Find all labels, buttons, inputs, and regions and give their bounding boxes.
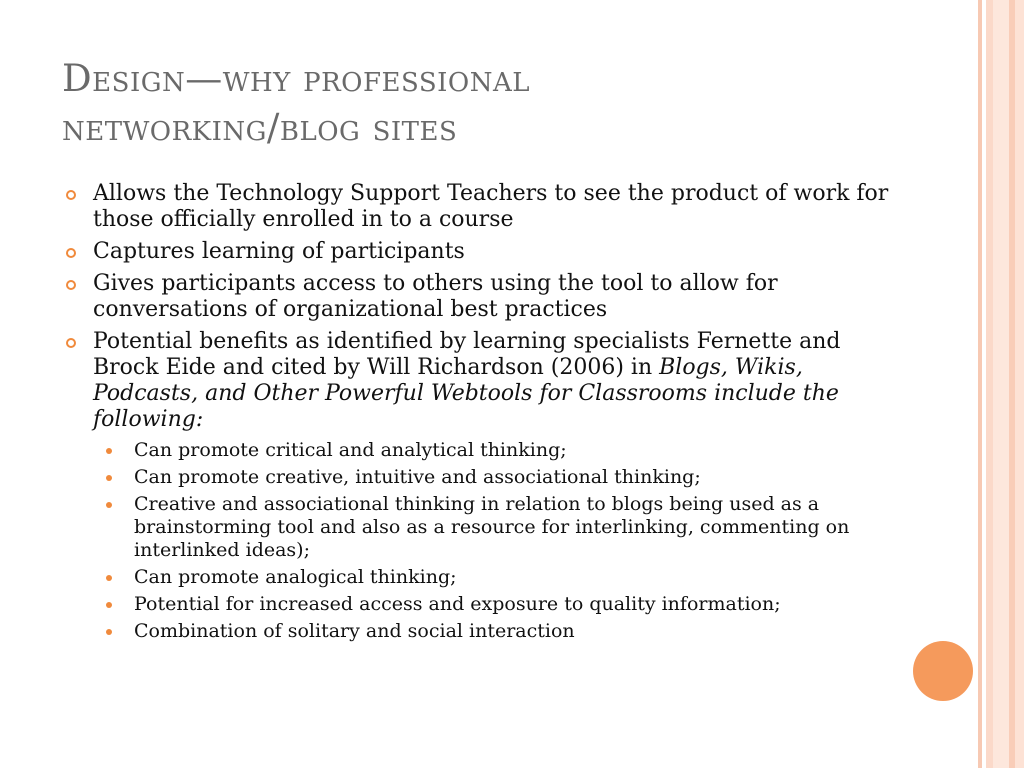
dot-bullet-icon <box>106 575 112 581</box>
decorative-stripe <box>986 0 993 768</box>
sub-bullet-list <box>93 439 892 643</box>
bullet-text: Potential benefits as identified by learning specialists Fernette and Brock Eide and cited by Will Richardson (2006) in <box>93 329 841 380</box>
book-title-text: Blogs, Wikis, Podcasts, and Other Powerful Webtools for Classrooms include the following: <box>93 355 839 432</box>
sub-bullet-text: Can promote creative, intuitive and associational thinking; <box>134 466 701 488</box>
sub-bullet-text: Can promote analogical thinking; <box>134 566 457 588</box>
sub-bullet-item <box>62 593 892 616</box>
bullet-list <box>62 181 892 643</box>
ring-bullet-icon <box>66 338 76 348</box>
bullet-item <box>62 271 892 323</box>
slide-body <box>62 181 892 649</box>
bullet-item <box>62 181 892 233</box>
dot-bullet-icon <box>106 475 112 481</box>
slide-title-line-1: Design—why professional <box>62 57 531 100</box>
ring-bullet-icon <box>66 190 76 200</box>
sub-bullet-item <box>62 493 892 562</box>
dot-bullet-icon <box>106 502 112 508</box>
decorative-circle <box>913 641 973 701</box>
decorative-stripe <box>978 0 982 768</box>
bullet-text: Captures learning of participants <box>93 239 465 264</box>
bullet-item <box>62 329 892 643</box>
sub-bullet-text: Combination of solitary and social interaction <box>134 620 575 642</box>
sub-bullet-item <box>62 566 892 589</box>
sub-bullet-item <box>62 620 892 643</box>
dot-bullet-icon <box>106 448 112 454</box>
bullet-text: Allows the Technology Support Teachers to see the product of work for those officially enrolled in to a course <box>93 181 889 232</box>
sub-bullet-item <box>62 439 892 462</box>
decorative-stripe <box>993 0 1009 768</box>
bullet-text: Gives participants access to others using the tool to allow for conversations of organizational best practices <box>93 271 778 322</box>
sub-bullet-text: Can promote critical and analytical thinking; <box>134 439 567 461</box>
ring-bullet-icon <box>66 248 76 258</box>
sub-bullet-text: Potential for increased access and exposure to quality information; <box>134 593 781 615</box>
slide-title-line-2: networking/blog sites <box>62 106 458 149</box>
sub-bullet-item <box>62 466 892 489</box>
slide-title <box>62 54 942 152</box>
dot-bullet-icon <box>106 629 112 635</box>
dot-bullet-icon <box>106 602 112 608</box>
ring-bullet-icon <box>66 280 76 290</box>
decorative-stripe <box>1015 0 1024 768</box>
sub-bullet-text: Creative and associational thinking in relation to blogs being used as a brainstorming tool and also as a resource for interlinking, commenting on interlinked ideas); <box>134 493 850 561</box>
bullet-item <box>62 239 892 265</box>
